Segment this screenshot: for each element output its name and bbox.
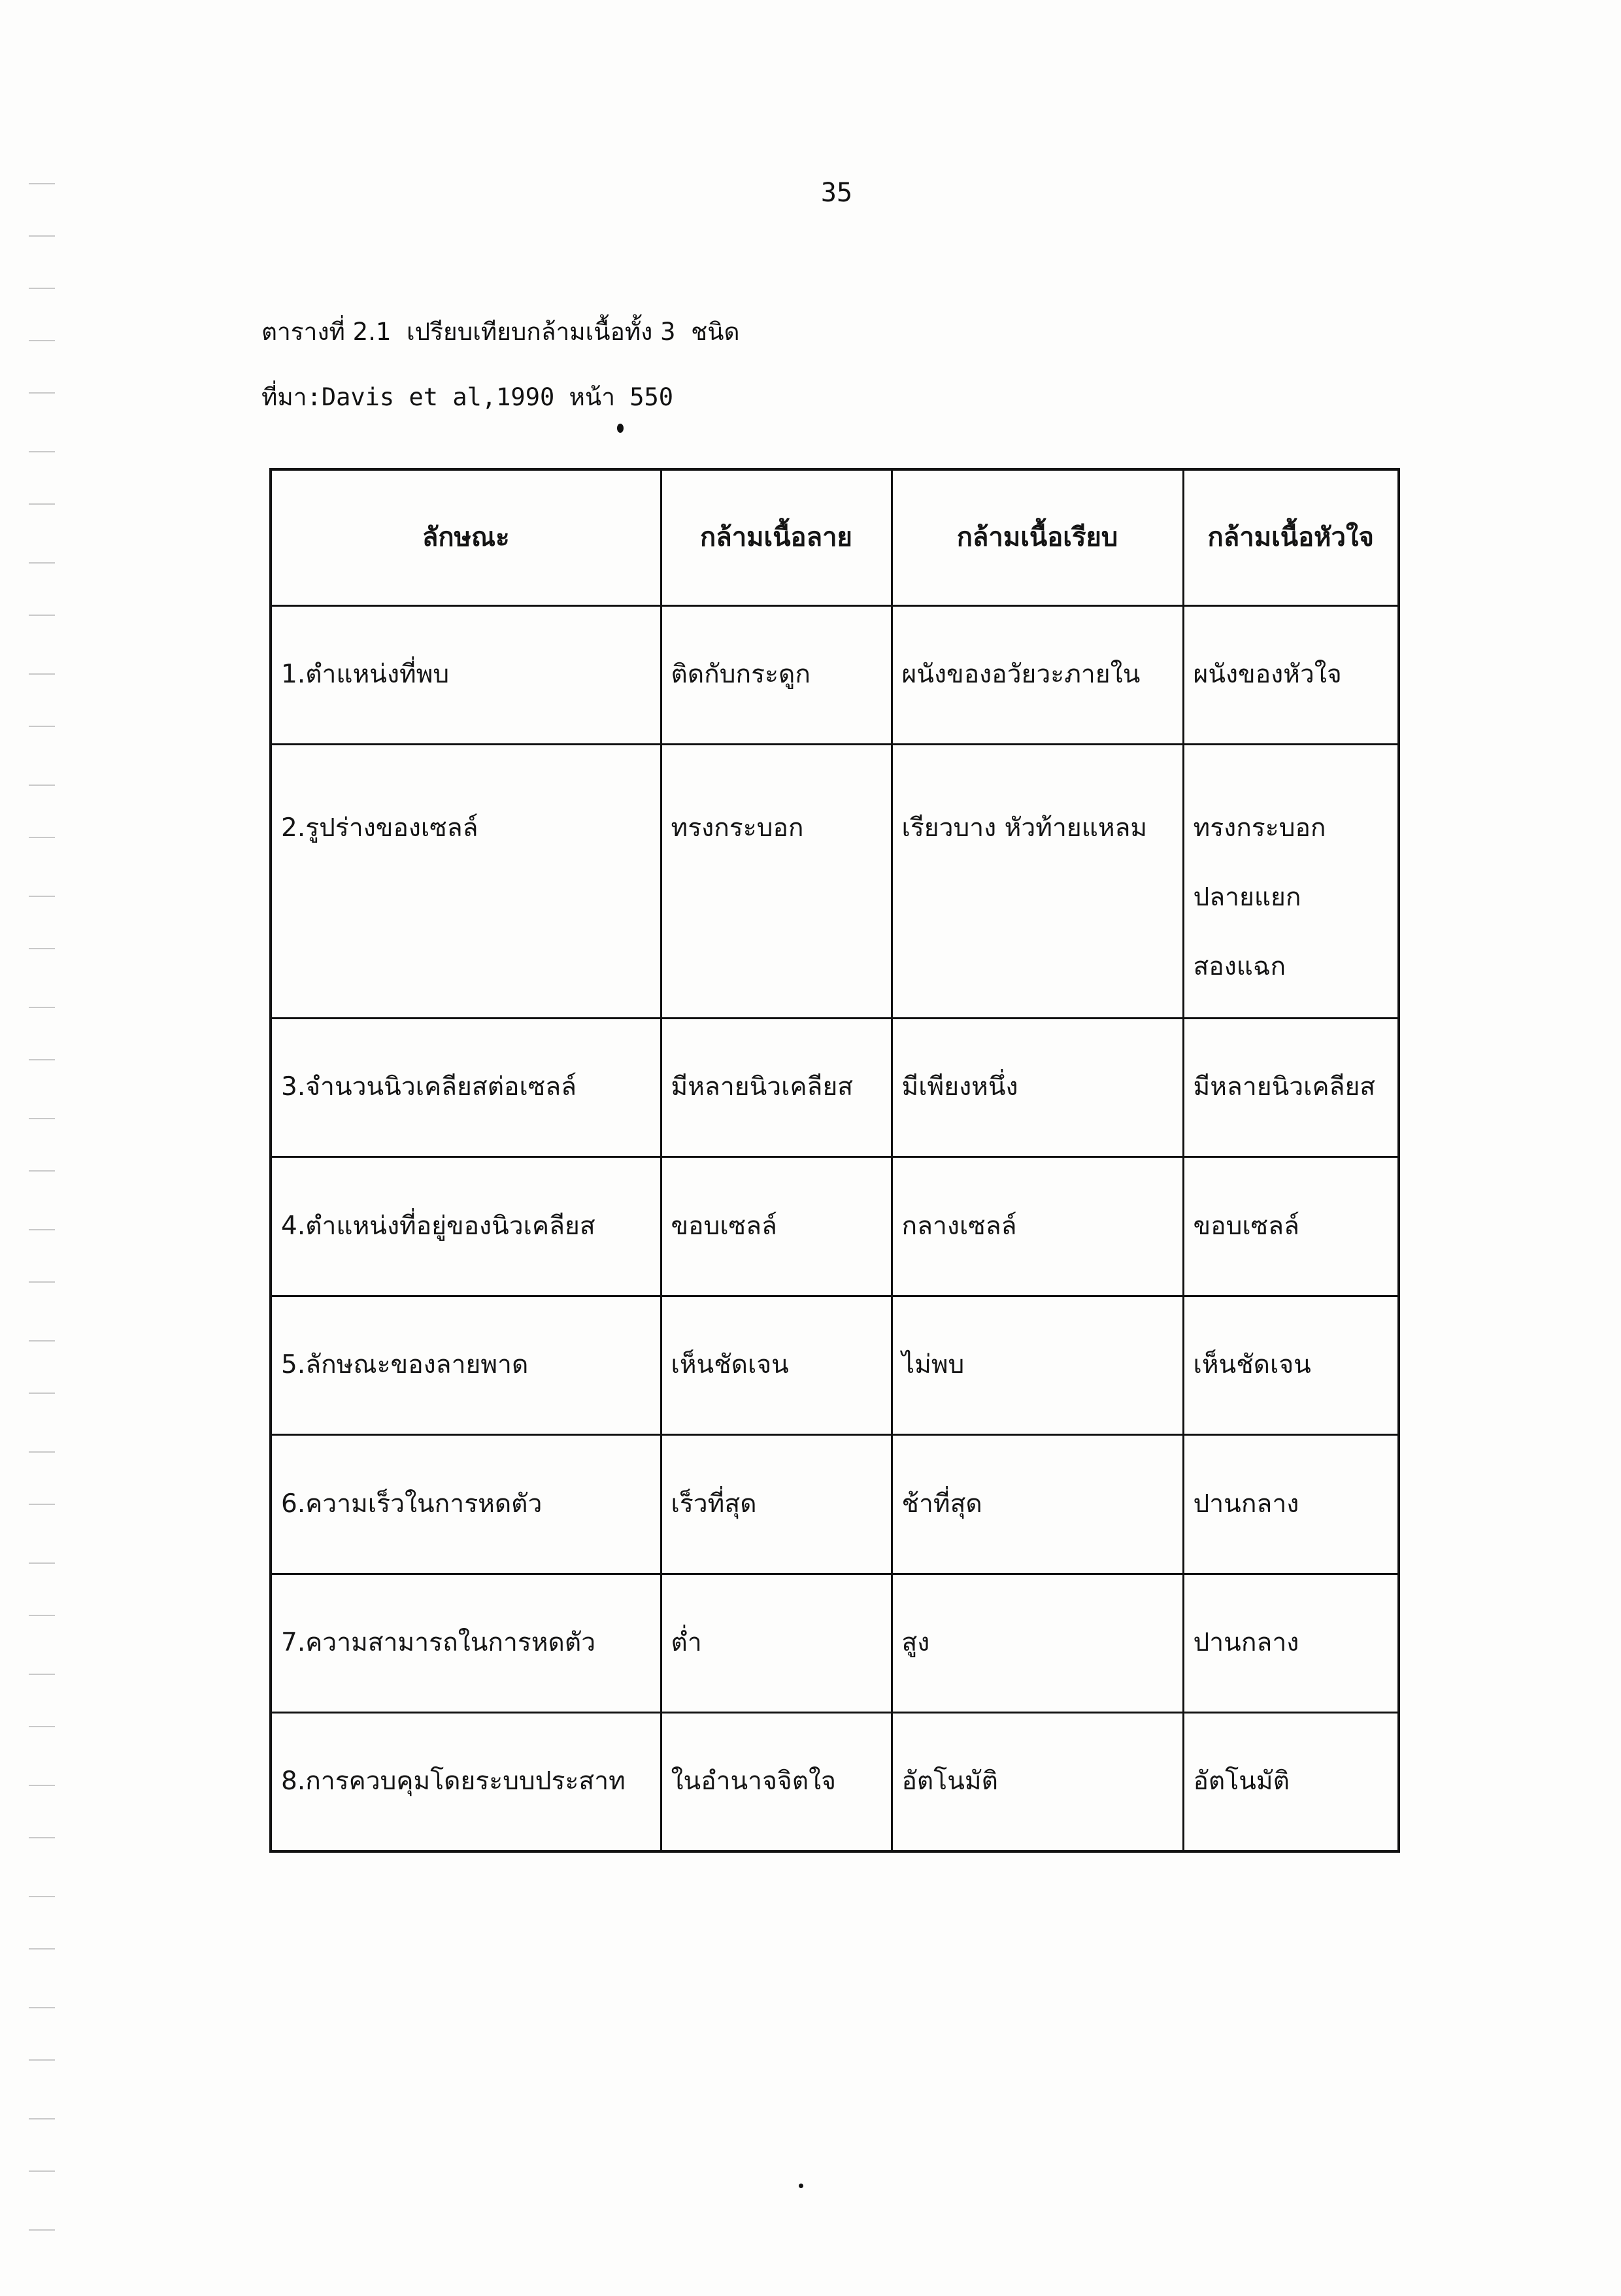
scan-edge-mark <box>29 2007 55 2008</box>
scan-edge-mark <box>29 288 55 289</box>
scan-edge-mark <box>29 837 55 838</box>
row-skeletal: ในอำนาจจิตใจ <box>661 1713 892 1851</box>
scan-edge-mark <box>29 392 55 394</box>
scan-edge-mark <box>29 2170 55 2172</box>
scan-edge-mark <box>29 1281 55 1283</box>
muscle-comparison-table <box>269 468 1400 1853</box>
header-cardiac: กล้ามเนื้อหัวใจ <box>1183 469 1399 605</box>
row-cardiac: อัตโนมัติ <box>1183 1713 1399 1851</box>
row-smooth: เรียวบาง หัวท้ายแหลม <box>892 745 1183 1019</box>
scan-edge-mark <box>29 1615 55 1616</box>
header-feature: ลักษณะ <box>271 469 661 605</box>
table-header-row <box>271 469 1399 605</box>
scan-edge-mark <box>29 785 55 786</box>
scan-edge-mark <box>29 1837 55 1838</box>
table-caption-source: ที่มา:Davis et al,1990 หน้า 550 <box>261 383 674 411</box>
table-row <box>271 1574 1399 1712</box>
row-cardiac-line: ปลายแยก <box>1193 883 1301 913</box>
row-cardiac: ผนังของหัวใจ <box>1183 605 1399 744</box>
row-cardiac: มีหลายนิวเคลียส <box>1183 1019 1399 1157</box>
table-row <box>271 1435 1399 1574</box>
row-skeletal: ขอบเซลล์ <box>661 1157 892 1296</box>
row-feature: 1.ตำแหน่งที่พบ <box>271 605 661 744</box>
scan-edge-mark <box>29 948 55 949</box>
row-smooth: อัตโนมัติ <box>892 1713 1183 1851</box>
page-number: 35 <box>820 178 853 208</box>
row-smooth: มีเพียงหนึ่ง <box>892 1019 1183 1157</box>
scan-edge-mark <box>29 1007 55 1008</box>
scan-edge-mark <box>29 1340 55 1342</box>
scan-edge-mark <box>29 1504 55 1505</box>
row-cardiac: ปานกลาง <box>1183 1574 1399 1712</box>
row-skeletal: ทรงกระบอก <box>661 745 892 1019</box>
scan-edge-mark <box>29 1726 55 1727</box>
row-skeletal: มีหลายนิวเคลียส <box>661 1019 892 1157</box>
scan-edge-mark <box>29 1118 55 1119</box>
row-skeletal: เห็นชัดเจน <box>661 1296 892 1434</box>
scan-edge-mark <box>29 2059 55 2061</box>
scan-edge-mark <box>29 1393 55 1394</box>
row-cardiac: ปานกลาง <box>1183 1435 1399 1574</box>
row-smooth: ไม่พบ <box>892 1296 1183 1434</box>
scan-edge-mark <box>29 615 55 616</box>
scan-edge-mark <box>29 503 55 505</box>
table-caption-title: ตารางที่ 2.1 เปรียบเทียบกล้ามเนื้อทั้ง 3 ชนิด <box>261 318 740 346</box>
table-row <box>271 1296 1399 1434</box>
scan-edge-mark <box>29 896 55 897</box>
scan-edge-mark <box>29 1785 55 1786</box>
row-feature: 3.จำนวนนิวเคลียสต่อเซลล์ <box>271 1019 661 1157</box>
scan-edge-mark <box>29 1674 55 1675</box>
row-cardiac-line: สองแฉก <box>1193 952 1286 982</box>
scan-edge-mark <box>29 235 55 237</box>
row-smooth: สูง <box>892 1574 1183 1712</box>
row-smooth: กลางเซลล์ <box>892 1157 1183 1296</box>
table-row <box>271 745 1399 1019</box>
scan-edge-mark <box>29 1948 55 1950</box>
row-skeletal: เร็วที่สุด <box>661 1435 892 1574</box>
scan-edge-mark <box>29 726 55 727</box>
header-smooth: กล้ามเนื้อเรียบ <box>892 469 1183 605</box>
row-feature: 4.ตำแหน่งที่อยู่ของนิวเคลียส <box>271 1157 661 1296</box>
row-feature: 6.ความเร็วในการหดตัว <box>271 1435 661 1574</box>
row-feature: 7.ความสามารถในการหดตัว <box>271 1574 661 1712</box>
table-row <box>271 1157 1399 1296</box>
scan-edge-mark <box>29 2118 55 2119</box>
scan-edge-mark <box>29 562 55 564</box>
scan-edge-mark <box>29 1170 55 1172</box>
row-feature: 5.ลักษณะของลายพาด <box>271 1296 661 1434</box>
row-cardiac <box>1183 745 1399 1019</box>
row-cardiac: เห็นชัดเจน <box>1183 1296 1399 1434</box>
row-cardiac-line: ทรงกระบอก <box>1193 813 1326 843</box>
row-cardiac: ขอบเซลล์ <box>1183 1157 1399 1296</box>
scan-edge-mark <box>29 1451 55 1453</box>
ink-dot <box>799 2184 803 2188</box>
row-smooth: ผนังของอวัยวะภายใน <box>892 605 1183 744</box>
row-skeletal: ติดกับกระดูก <box>661 605 892 744</box>
scan-edge-mark <box>29 451 55 452</box>
scan-edge-mark <box>29 183 55 184</box>
scan-edge-mark <box>29 1059 55 1060</box>
muscle-comparison-table-wrapper <box>269 468 1397 1853</box>
row-feature: 8.การควบคุมโดยระบบประสาท <box>271 1713 661 1851</box>
scan-edge-mark <box>29 1896 55 1897</box>
row-smooth: ช้าที่สุด <box>892 1435 1183 1574</box>
header-skeletal: กล้ามเนื้อลาย <box>661 469 892 605</box>
scan-edge-mark <box>29 2229 55 2231</box>
row-feature: 2.รูปร่างของเซลล์ <box>271 745 661 1019</box>
scan-edge-mark <box>29 1562 55 1564</box>
table-row <box>271 1713 1399 1851</box>
scan-edge-mark <box>29 340 55 341</box>
table-row <box>271 605 1399 744</box>
scan-edge-mark <box>29 673 55 675</box>
ink-dot <box>617 424 624 433</box>
scan-edge-mark <box>29 1229 55 1230</box>
table-row <box>271 1019 1399 1157</box>
row-skeletal: ต่ำ <box>661 1574 892 1712</box>
